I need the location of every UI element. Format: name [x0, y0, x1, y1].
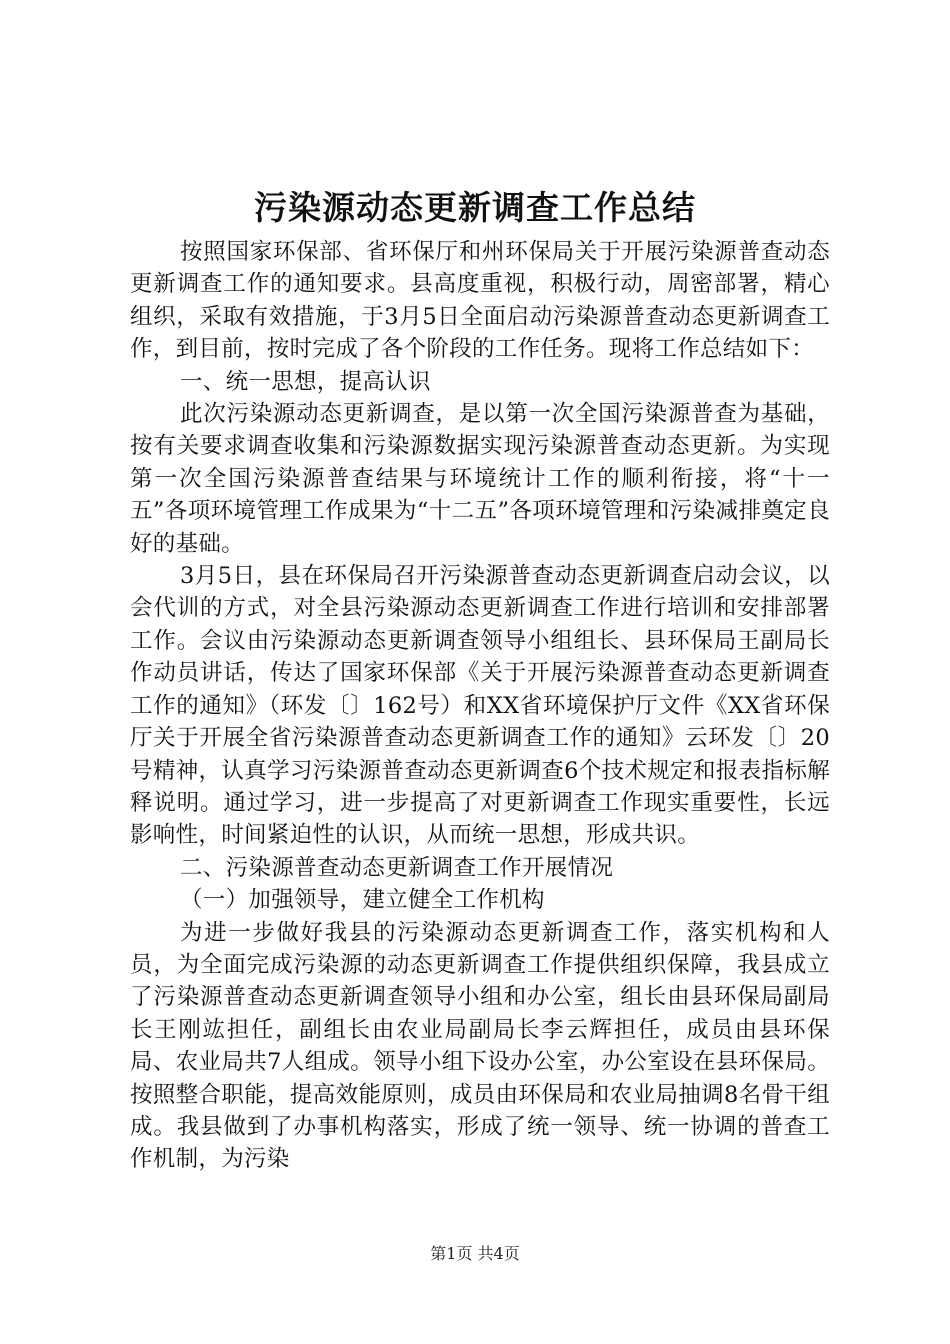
section-heading-2: 二、污染源普查动态更新调查工作开展情况 [180, 854, 614, 881]
subsection-heading-1: （一）加强领导，建立健全工作机构 [180, 887, 545, 914]
section-heading-1: 一、统一思想，提高认识 [180, 368, 431, 395]
page-footer: 第1页 共4页 [430, 1244, 520, 1263]
document-title: 污染源动态更新调查工作总结 [254, 188, 696, 227]
document-body [130, 236, 830, 1176]
paragraph-section1-a: 此次污染源动态更新调查，是以第一次全国污染源普查为基础，按有关要求调查收集和污染源数据实现污染源普查动态更新。为实现第一次全国污染源普查结果与环境统计工作的顺利衔接，将“十一五”各项环境管理工作成果为“十二五”各项环境管理和污染减排奠定良好的基础。 [130, 401, 830, 557]
paragraph-subsection1: 为进一步做好我县的污染源动态更新调查工作，落实机构和人员，为全面完成污染源的动态更新调查工作提供组织保障，我县成立了污染源普查动态更新调查领导小组和办公室，组长由县环保局副局长王刚竑担任，副组长由农业局副局长李云辉担任，成员由县环保局、农业局共7人组成。领导小组下设办公室，办公室设在县环保局。按照整合职能，提高效能原则，成员由环保局和农业局抽调8名骨干组成。我县做到了办事机构落实，形成了统一领导、统一协调的普查工作机制，为污染 [130, 919, 830, 1173]
paragraph-section1-b: 3月5日，县在环保局召开污染源普查动态更新调查启动会议，以会代训的方式，对全县污染源动态更新调查工作进行培训和安排部署工作。会议由污染源动态更新调查领导小组组长、县环保局王副局长作动员讲话，传达了国家环保部《关于开展污染源普查动态更新调查工作的通知》（环发〔〕162号）和XX省环境保护厅文件《XX省环保厅关于开展全省污染源普查动态更新调查工作的通知》云环发〔〕20号精神，认真学习污染源普查动态更新调查6个技术规定和报表指标解释说明。通过学习，进一步提高了对更新调查工作现实重要性，长远影响性，时间紧迫性的认识，从而统一思想，形成共识。 [130, 563, 830, 849]
paragraph-intro: 按照国家环保部、省环保厅和州环保局关于开展污染源普查动态更新调查工作的通知要求。县高度重视，积极行动，周密部署，精心组织，采取有效措施，于3月5日全面启动污染源普查动态更新调查工作，到目前，按时完成了各个阶段的工作任务。现将工作总结如下： [130, 239, 830, 363]
